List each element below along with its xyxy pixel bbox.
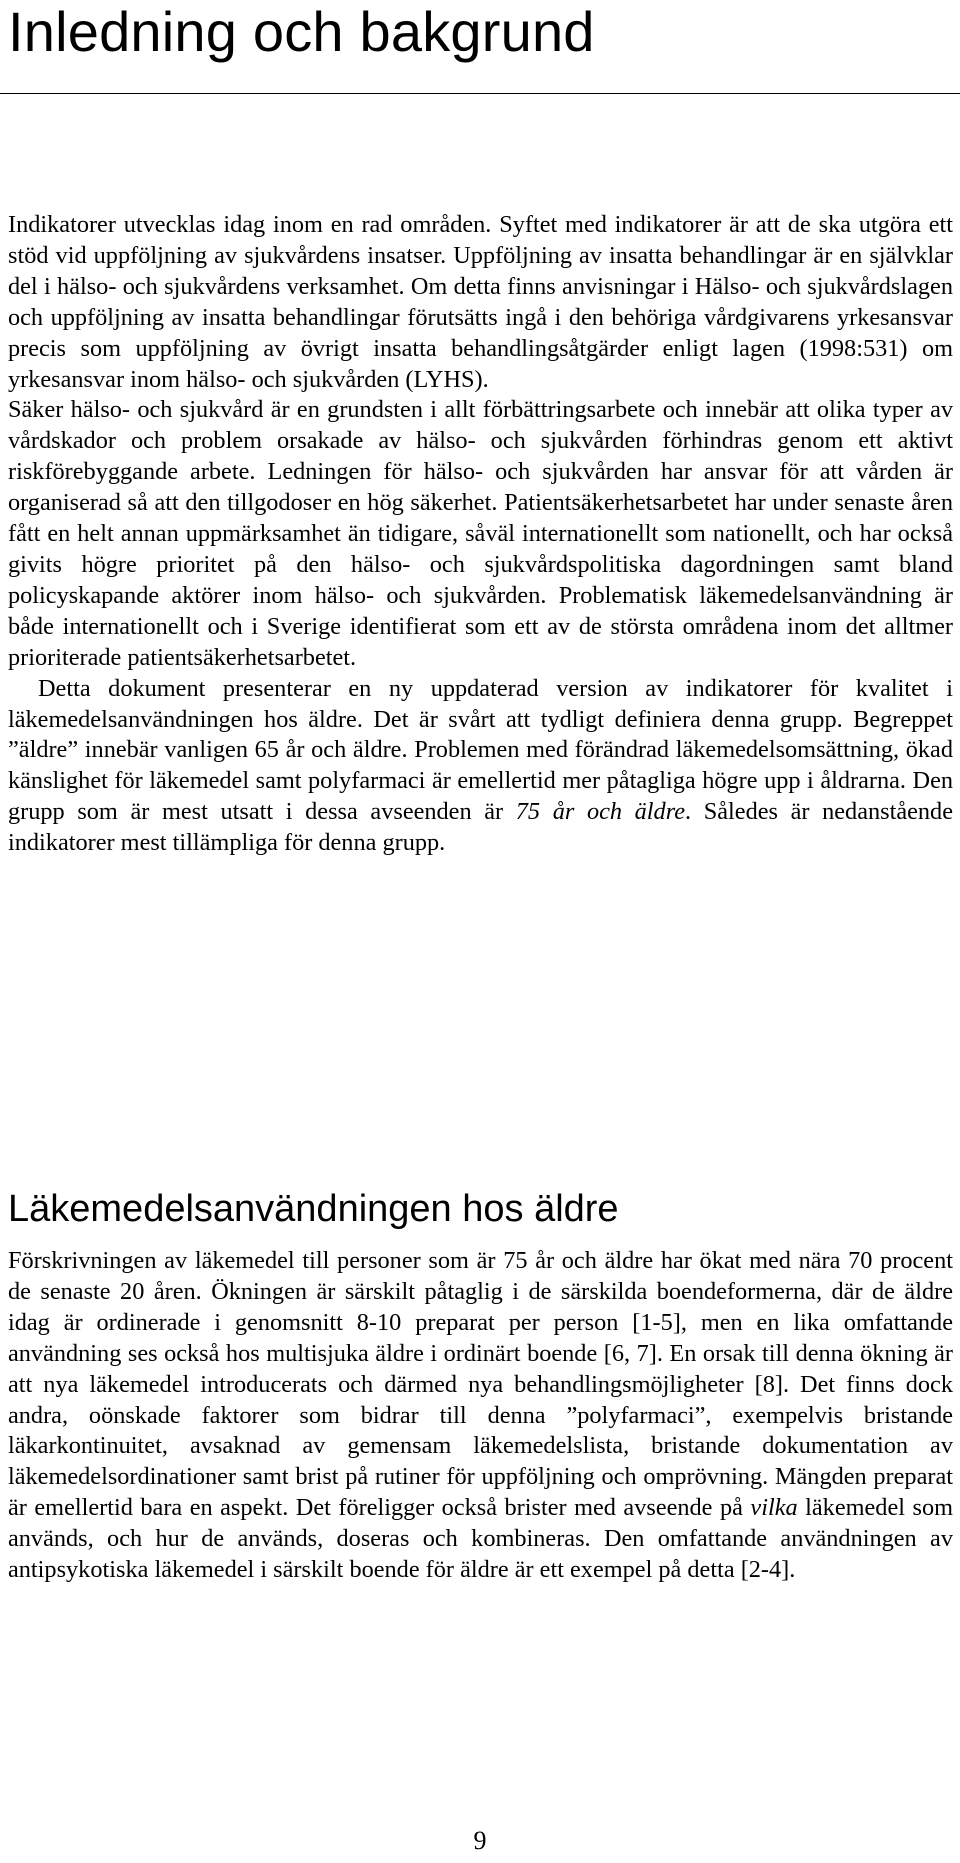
elderly-medication-section: [8, 1246, 953, 1586]
paragraph: Indikatorer utvecklas idag inom en rad områden. Syftet med indikatorer är att de ska utgöra ett stöd vid uppföljning av sjukvårdens insatser. Uppföljning av insatta behandlingar är en självklar del i hälso- och sjukvårdens verksamhet. Om detta finns anvisningar i Hälso- och sjukvårdslagen och uppföljning av insatta behandlingar förutsätts ingå i den behöriga vårdgivarens yrkesansvar precis som uppföljning av övrigt insatta behandlingsåtgärder enligt lagen (1998:531) om yrkesansvar inom hälso- och sjukvården (LYHS).: [8, 211, 953, 393]
emphasis-text: 75 år och äldre: [515, 798, 686, 826]
paragraph-text: . Således är nedanstående indikatorer mest tillämpliga för denna grupp.: [8, 798, 953, 857]
paragraph: [8, 674, 953, 859]
title-divider: [0, 93, 960, 94]
emphasis-text: vilka: [750, 1494, 798, 1522]
page-number: 9: [473, 1826, 487, 1855]
page-title: Inledning och bakgrund: [8, 0, 595, 63]
section-heading: Läkemedelsanvändningen hos äldre: [8, 1188, 619, 1230]
paragraph: Säker hälso- och sjukvård är en grundsten i allt förbättringsarbete och innebär att olika typer av vårdskador och problem orsakade av hälso- och sjukvården förhindras genom ett aktivt riskförebyggande arbete. Ledningen för hälso- och sjukvården har ansvar för att vården är organiserad så att den tillgodoser en hög säkerhet. Patientsäkerhetsarbetet har under senaste åren fått en helt annan uppmärksamhet än tidigare, såväl internationellt som nationellt, och har också givits högre prioritet på den hälso- och sjukvårdspolitiska dagordningen samt bland policyskapande aktörer inom hälso- och sjukvården. Problematisk läkemedelsanvändning är både internationellt och i Sverige identifierat som ett av de största områdena inom det alltmer prioriterade patientsäkerhetsarbetet.: [8, 396, 953, 671]
paragraph-text: läkemedel som används, och hur de används, doseras och kombineras. Den omfattande användningen av antipsykotiska läkemedel i särskilt boende för äldre är ett exempel på detta [2-4].: [8, 1494, 953, 1584]
paragraph-text: Förskrivningen av läkemedel till personer som är 75 år och äldre har ökat med nära 70 procent de senaste 20 åren. Ökningen är särskilt påtaglig i de särskilda boendeformerna, där de äldre idag är ordinerade i genomsnitt 8-10 preparat per person [1-5], men en lika omfattande användning ses också hos multisjuka äldre i ordinärt boende [6, 7]. En orsak till denna ökning är att nya läkemedel introducerats och därmed nya behandlingsmöjligheter [8]. Det finns dock andra, oönskade faktorer som bidrar till denna ”polyfarmaci”, exempelvis bristande läkarkontinuitet, avsaknad av gemensam läkemedelslista, bristande dokumentation av läkemedelsordinationer samt brist på rutiner för uppföljning och omprövning. Mängden preparat är emellertid bara en aspekt. Det föreligger också brister med avseende på: [8, 1247, 953, 1522]
paragraph: [8, 1246, 953, 1586]
paragraph-text: Detta dokument presenterar en ny uppdaterad version av indikatorer för kvalitet i läkemedelsanvändningen hos äldre. Det är svårt att tydligt definiera denna grupp. Begreppet ”äldre” innebär vanligen 65 år och äldre. Problemen med förändrad läkemedelsomsättning, ökad känslighet för läkemedel samt polyfarmaci är emellertid mer påtagliga högre upp i åldrarna. Den grupp som är mest utsatt i dessa avseenden är: [8, 674, 953, 826]
intro-section: [8, 210, 953, 859]
